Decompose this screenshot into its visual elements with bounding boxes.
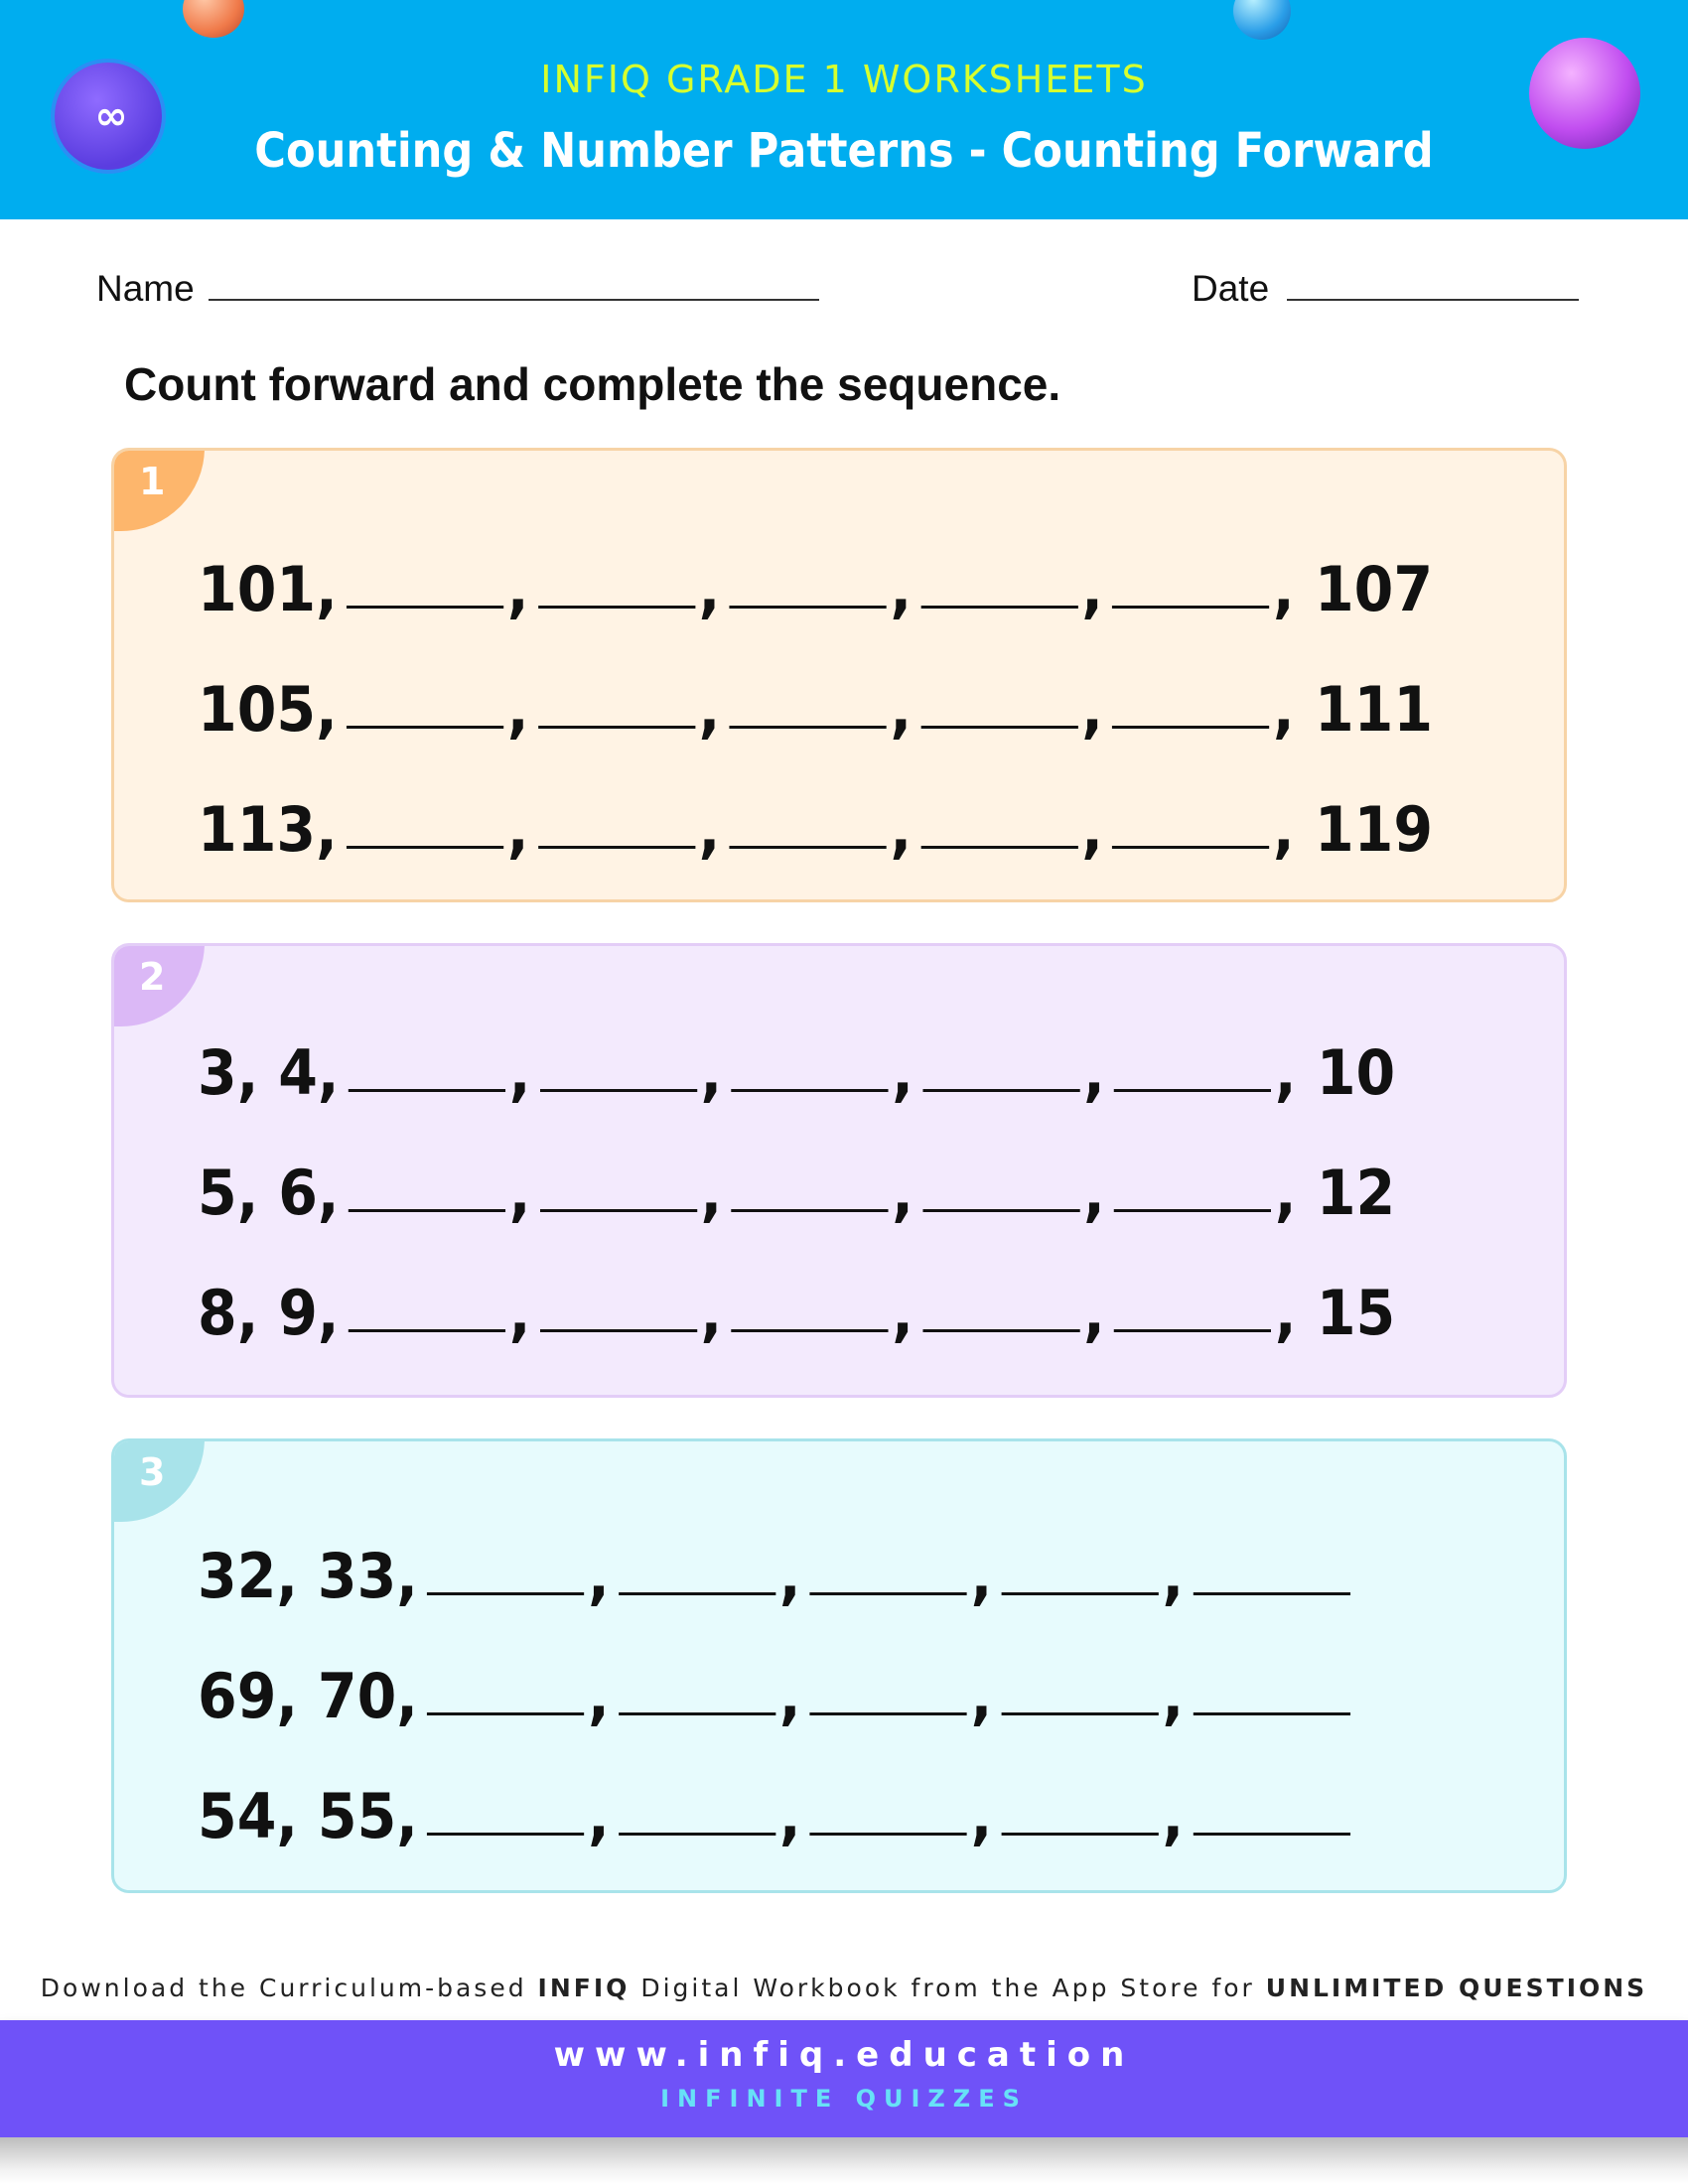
decorative-blue-ball	[1233, 0, 1291, 40]
sequence-start: 69, 70,	[198, 1660, 418, 1732]
answer-blank[interactable]	[810, 1592, 967, 1595]
footer-download-note: Download the Curriculum-based INFIQ Digital Workbook from the App Store for UNLIMITED QUESTIONS	[40, 1974, 1648, 2002]
footer-url-link[interactable]: www.infiq.education	[553, 2035, 1135, 2075]
question-panel-1	[111, 448, 1567, 902]
answer-blank[interactable]	[920, 606, 1077, 609]
answer-blank[interactable]	[810, 1712, 967, 1715]
answer-blank[interactable]	[1114, 1209, 1271, 1212]
answer-blank[interactable]	[1193, 1833, 1349, 1836]
sequence-end: 12	[1316, 1157, 1396, 1229]
answer-blank[interactable]	[1112, 846, 1269, 849]
answer-blank[interactable]	[731, 1209, 888, 1212]
sequence-row: 5, 6, , , , , , 12	[198, 1157, 1396, 1229]
decorative-orange-ball	[183, 0, 244, 38]
sequence-row: 8, 9, , , , , , 15	[198, 1277, 1396, 1349]
answer-blank[interactable]	[427, 1712, 584, 1715]
answer-blank[interactable]	[619, 1833, 775, 1836]
sequence-start: 5, 6,	[198, 1157, 340, 1229]
answer-blank[interactable]	[922, 1089, 1079, 1092]
sequence-row: 101, , , , , , 107	[198, 553, 1434, 625]
sequence-start: 101,	[198, 553, 338, 625]
answer-blank[interactable]	[730, 846, 887, 849]
answer-blank[interactable]	[1112, 606, 1269, 609]
footer-tagline: INFINITE QUIZZES	[660, 2085, 1028, 2113]
answer-blank[interactable]	[1112, 726, 1269, 729]
sequence-row: 3, 4, , , , , , 10	[198, 1036, 1396, 1109]
sequence-start: 113,	[198, 793, 338, 866]
answer-blank[interactable]	[1002, 1712, 1159, 1715]
answer-blank[interactable]	[347, 846, 503, 849]
answer-blank[interactable]	[730, 726, 887, 729]
sequence-row: 54, 55, , , , ,	[198, 1768, 1353, 1847]
sequence-start: 3, 4,	[198, 1036, 340, 1109]
answer-blank[interactable]	[1114, 1329, 1271, 1332]
header-banner	[0, 0, 1688, 219]
sequence-start: 8, 9,	[198, 1277, 340, 1349]
answer-blank[interactable]	[538, 846, 695, 849]
question-number-badge: 3	[111, 1438, 205, 1522]
answer-blank[interactable]	[540, 1209, 697, 1212]
brand-heading: INFIQ GRADE 1 WORKSHEETS	[540, 58, 1148, 101]
answer-blank[interactable]	[810, 1833, 967, 1836]
sequence-row: 105, , , , , , 111	[198, 673, 1434, 746]
answer-blank[interactable]	[1002, 1833, 1159, 1836]
answer-blank[interactable]	[619, 1712, 775, 1715]
question-panel-2	[111, 943, 1567, 1398]
answer-blank[interactable]	[1002, 1592, 1159, 1595]
answer-blank[interactable]	[538, 726, 695, 729]
sequence-row: 113, , , , , , 119	[198, 793, 1434, 866]
question-number-badge: 1	[111, 448, 205, 531]
answer-blank[interactable]	[730, 606, 887, 609]
sequence-row: 32, 33, , , , ,	[198, 1528, 1353, 1607]
page-bottom-shadow	[0, 2137, 1688, 2184]
answer-blank[interactable]	[349, 1329, 505, 1332]
name-label: Name	[96, 268, 195, 309]
sequence-start: 105,	[198, 673, 338, 746]
answer-blank[interactable]	[920, 846, 1077, 849]
answer-blank[interactable]	[540, 1089, 697, 1092]
answer-blank[interactable]	[427, 1592, 584, 1595]
answer-blank[interactable]	[920, 726, 1077, 729]
sequence-end: 10	[1316, 1036, 1396, 1109]
instructions: Count forward and complete the sequence.	[124, 358, 1061, 410]
answer-blank[interactable]	[540, 1329, 697, 1332]
sequence-end: 111	[1314, 673, 1434, 746]
date-label: Date	[1192, 268, 1270, 309]
answer-blank[interactable]	[619, 1592, 775, 1595]
sequence-row: 69, 70, , , , ,	[198, 1648, 1353, 1727]
question-panel-3	[111, 1438, 1567, 1893]
answer-blank[interactable]	[349, 1089, 505, 1092]
sequence-start: 32, 33,	[198, 1540, 418, 1612]
worksheet-title: Counting & Number Patterns - Counting Forward	[254, 123, 1434, 179]
answer-blank[interactable]	[1114, 1089, 1271, 1092]
answer-blank[interactable]	[731, 1089, 888, 1092]
sequence-start: 54, 55,	[198, 1780, 418, 1852]
answer-blank[interactable]	[731, 1329, 888, 1332]
sequence-end: 119	[1314, 793, 1434, 866]
logo-infinity-icon: ∞	[94, 93, 122, 139]
answer-blank[interactable]	[1193, 1712, 1349, 1715]
answer-blank[interactable]	[538, 606, 695, 609]
name-field[interactable]	[209, 299, 819, 301]
answer-blank[interactable]	[349, 1209, 505, 1212]
sequence-end: 15	[1316, 1277, 1396, 1349]
answer-blank[interactable]	[922, 1329, 1079, 1332]
answer-blank[interactable]	[922, 1209, 1079, 1212]
sequence-end: 107	[1314, 553, 1434, 625]
answer-blank[interactable]	[427, 1833, 584, 1836]
question-number-badge: 2	[111, 943, 205, 1026]
answer-blank[interactable]	[347, 726, 503, 729]
answer-blank[interactable]	[347, 606, 503, 609]
answer-blank[interactable]	[1193, 1592, 1349, 1595]
date-field[interactable]	[1287, 299, 1579, 301]
